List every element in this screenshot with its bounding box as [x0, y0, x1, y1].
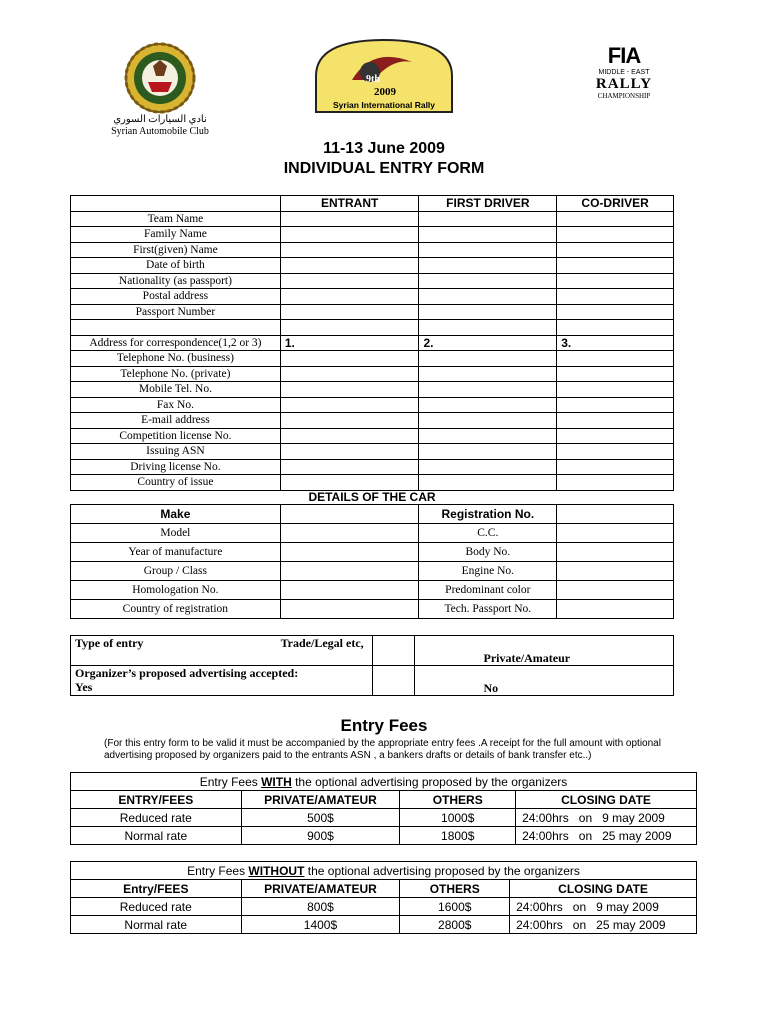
first-driver-field[interactable] [419, 227, 557, 243]
first-driver-field[interactable] [419, 475, 557, 491]
entrant-field[interactable] [280, 227, 419, 243]
car-field[interactable] [280, 581, 419, 600]
table-row [71, 382, 674, 398]
fee-closing-date: 24:00hrs on 9 may 2009 [510, 898, 697, 916]
private-cell[interactable] [415, 636, 674, 666]
row-label: First(given) Name [71, 242, 281, 258]
fia-logo [588, 44, 660, 110]
car-field[interactable] [557, 581, 674, 600]
table-row [71, 397, 674, 413]
header-entrant: ENTRANT [280, 196, 419, 212]
fia-region: MIDDLE - EAST [598, 69, 650, 76]
co-driver-field[interactable] [557, 242, 674, 258]
rally-year: 2009 [374, 86, 396, 98]
row-label: Fax No. [71, 397, 281, 413]
first-driver-field[interactable] [419, 366, 557, 382]
header-entry-fees: Entry/FEES [71, 880, 242, 898]
car-row-label: Country of registration [71, 600, 281, 619]
address-option-2[interactable]: 2. [419, 335, 557, 351]
address-option-3[interactable]: 3. [557, 335, 674, 351]
co-driver-field[interactable] [557, 304, 674, 320]
row-label: Family Name [71, 227, 281, 243]
fee-closing-date: 24:00hrs on 25 may 2009 [510, 916, 697, 934]
syrian-automobile-club-logo [120, 42, 200, 114]
table-header-row [71, 196, 674, 212]
entrant-field[interactable] [280, 273, 419, 289]
entrant-field[interactable] [280, 428, 419, 444]
table-row [71, 304, 674, 320]
entry-type-table [70, 635, 674, 696]
row-label: Competition license No. [71, 428, 281, 444]
row-label: E-mail address [71, 413, 281, 429]
table-row [71, 827, 697, 845]
first-driver-field[interactable] [419, 444, 557, 460]
car-field[interactable] [280, 543, 419, 562]
row-label: Nationality (as passport) [71, 273, 281, 289]
row-label: Telephone No. (private) [71, 366, 281, 382]
table-row [71, 809, 697, 827]
table-header-row [71, 880, 697, 898]
fee-type: Reduced rate [71, 898, 242, 916]
table-row [71, 211, 674, 227]
table-row [71, 289, 674, 305]
fee-type: Normal rate [71, 916, 242, 934]
event-date: 11-13 June 2009 [323, 140, 445, 157]
first-driver-field[interactable] [419, 258, 557, 274]
header-registration: Registration No. [419, 505, 557, 524]
fia-championship: CHAMPIONSHIP [597, 92, 651, 100]
fees-without-caption: Entry Fees WITHOUT the optional advertising proposed by the organizers [71, 862, 697, 880]
co-driver-field[interactable] [557, 320, 674, 336]
co-driver-field[interactable] [557, 413, 674, 429]
fees-without-advertising-table [70, 861, 697, 934]
co-driver-field[interactable] [557, 289, 674, 305]
first-driver-field[interactable] [419, 397, 557, 413]
row-label: Passport Number [71, 304, 281, 320]
table-row [71, 916, 697, 934]
table-row [71, 600, 674, 619]
co-driver-field[interactable] [557, 397, 674, 413]
empty-header-cell [71, 196, 281, 212]
first-driver-field[interactable] [419, 242, 557, 258]
car-field[interactable] [280, 524, 419, 543]
advertising-label: Organizer’s proposed advertising accepted: [75, 666, 299, 680]
entrant-field[interactable] [280, 320, 419, 336]
header-closing-date: CLOSING DATE [516, 791, 697, 809]
car-field[interactable] [557, 600, 674, 619]
fee-type: Reduced rate [71, 809, 242, 827]
first-driver-field[interactable] [419, 413, 557, 429]
fee-closing-date: 24:00hrs on 9 may 2009 [516, 809, 697, 827]
table-row [71, 413, 674, 429]
row-label: Issuing ASN [71, 444, 281, 460]
table-row [71, 666, 674, 696]
first-driver-field[interactable] [419, 351, 557, 367]
row-label: Telephone No. (business) [71, 351, 281, 367]
car-row-label: Tech. Passport No. [419, 600, 557, 619]
car-row-label: Group / Class [71, 562, 281, 581]
table-row [71, 351, 674, 367]
car-details-table [70, 504, 674, 619]
first-driver-field[interactable] [419, 382, 557, 398]
row-label: Address for correspondence(1,2 or 3) [71, 335, 281, 351]
first-driver-field[interactable] [419, 289, 557, 305]
header-co-driver: CO-DRIVER [557, 196, 674, 212]
car-field[interactable] [557, 543, 674, 562]
table-row [71, 366, 674, 382]
table-row [71, 273, 674, 289]
car-row-label: Engine No. [419, 562, 557, 581]
advertising-yes: Yes [75, 680, 93, 694]
car-field[interactable] [557, 562, 674, 581]
trade-label: Trade/Legal etc, [280, 636, 364, 650]
fee-type: Normal rate [71, 827, 242, 845]
fee-others: 1800$ [400, 827, 516, 845]
entrant-field[interactable] [280, 397, 419, 413]
trade-checkbox[interactable] [372, 636, 415, 666]
co-driver-field[interactable] [557, 227, 674, 243]
table-row [71, 258, 674, 274]
table-row [71, 320, 674, 336]
header-private: PRIVATE/AMATEUR [241, 880, 400, 898]
car-row-label: Body No. [419, 543, 557, 562]
car-row-label: Model [71, 524, 281, 543]
private-label: Private/Amateur [483, 651, 571, 665]
header-entry-fees: ENTRY/FEES [71, 791, 242, 809]
row-label: Driving license No. [71, 459, 281, 475]
first-driver-field[interactable] [419, 459, 557, 475]
co-driver-field[interactable] [557, 351, 674, 367]
first-driver-field[interactable] [419, 428, 557, 444]
co-driver-field[interactable] [557, 428, 674, 444]
entrant-field[interactable] [280, 211, 419, 227]
row-label: Mobile Tel. No. [71, 382, 281, 398]
table-row [71, 636, 674, 666]
co-driver-field[interactable] [557, 459, 674, 475]
first-driver-field[interactable] [419, 304, 557, 320]
fee-private: 500$ [241, 809, 400, 827]
table-header-row [71, 791, 697, 809]
car-field[interactable] [557, 524, 674, 543]
entrant-field[interactable] [280, 366, 419, 382]
table-row [71, 475, 674, 491]
fee-closing-date: 24:00hrs on 25 may 2009 [516, 827, 697, 845]
header-others: OTHERS [400, 791, 516, 809]
club-arabic-name: نادي السيارات السوري [113, 114, 207, 125]
entrant-field[interactable] [280, 289, 419, 305]
first-driver-field[interactable] [419, 320, 557, 336]
co-driver-field[interactable] [557, 211, 674, 227]
co-driver-field[interactable] [557, 273, 674, 289]
entry-fees-title: Entry Fees [340, 716, 428, 735]
fee-others: 1000$ [400, 809, 516, 827]
car-row-label: Year of manufacture [71, 543, 281, 562]
type-of-entry-cell [71, 636, 373, 666]
yes-checkbox[interactable] [372, 666, 415, 696]
table-row [71, 524, 674, 543]
header-first-driver: FIRST DRIVER [419, 196, 557, 212]
entrant-field[interactable] [280, 258, 419, 274]
make-field[interactable] [280, 505, 419, 524]
co-driver-field[interactable] [557, 258, 674, 274]
no-cell[interactable] [415, 666, 674, 696]
fees-with-caption: Entry Fees WITH the optional advertising proposed by the organizers [71, 773, 697, 791]
co-driver-field[interactable] [557, 444, 674, 460]
car-row-label: Predominant color [419, 581, 557, 600]
row-label: Team Name [71, 211, 281, 227]
car-field[interactable] [280, 562, 419, 581]
fia-rally: RALLY [595, 76, 653, 92]
row-label: Postal address [71, 289, 281, 305]
table-row [71, 459, 674, 475]
table-row-address [71, 335, 674, 351]
entrant-field[interactable] [280, 475, 419, 491]
fia-mark: FIA [607, 43, 641, 68]
fee-private: 1400$ [241, 916, 400, 934]
table-caption-row [71, 862, 697, 880]
type-of-entry-label: Type of entry [75, 636, 144, 650]
fee-others: 2800$ [400, 916, 510, 934]
club-name: Syrian Automobile Club [111, 126, 209, 137]
car-row-label: Homologation No. [71, 581, 281, 600]
registration-field[interactable] [557, 505, 674, 524]
car-field[interactable] [280, 600, 419, 619]
table-row [71, 428, 674, 444]
entrant-field[interactable] [280, 351, 419, 367]
table-row [71, 562, 674, 581]
fees-with-advertising-table [70, 772, 697, 845]
co-driver-field[interactable] [557, 366, 674, 382]
car-row-label: C.C. [419, 524, 557, 543]
table-row [71, 444, 674, 460]
fee-private: 900$ [241, 827, 400, 845]
entrant-details-table [70, 195, 674, 491]
table-header-row [71, 505, 674, 524]
entrant-field[interactable] [280, 444, 419, 460]
first-driver-field[interactable] [419, 211, 557, 227]
table-row [71, 227, 674, 243]
rally-edition: 9th [366, 74, 380, 85]
car-section-title: DETAILS OF THE CAR [308, 490, 436, 504]
table-row [71, 242, 674, 258]
address-option-1[interactable]: 1. [280, 335, 419, 351]
entrant-field[interactable] [280, 242, 419, 258]
entrant-field[interactable] [280, 304, 419, 320]
header-make: Make [71, 505, 281, 524]
header-private: PRIVATE/AMATEUR [241, 791, 400, 809]
table-row [71, 898, 697, 916]
entrant-field[interactable] [280, 413, 419, 429]
entrant-field[interactable] [280, 459, 419, 475]
advertising-no: No [483, 681, 499, 695]
fee-private: 800$ [241, 898, 400, 916]
co-driver-field[interactable] [557, 382, 674, 398]
row-label [71, 320, 281, 336]
rally-name: Syrian International Rally [332, 100, 436, 110]
entry-fees-note: (For this entry form to be valid it must be accompanied by the appropriate entry fees .A receipt for the full amount with optional advertising proposed by organizers paid to the entrants ASN , a bankers drafts or details of bank transfer etc..) [104, 738, 661, 761]
fee-others: 1600$ [400, 898, 510, 916]
table-row [71, 543, 674, 562]
co-driver-field[interactable] [557, 475, 674, 491]
entrant-field[interactable] [280, 382, 419, 398]
row-label: Date of birth [71, 258, 281, 274]
form-title: INDIVIDUAL ENTRY FORM [283, 160, 485, 177]
header-others: OTHERS [400, 880, 510, 898]
advertising-cell [71, 666, 373, 696]
table-row [71, 581, 674, 600]
first-driver-field[interactable] [419, 273, 557, 289]
header-closing-date: CLOSING DATE [510, 880, 697, 898]
row-label: Country of issue [71, 475, 281, 491]
table-caption-row [71, 773, 697, 791]
